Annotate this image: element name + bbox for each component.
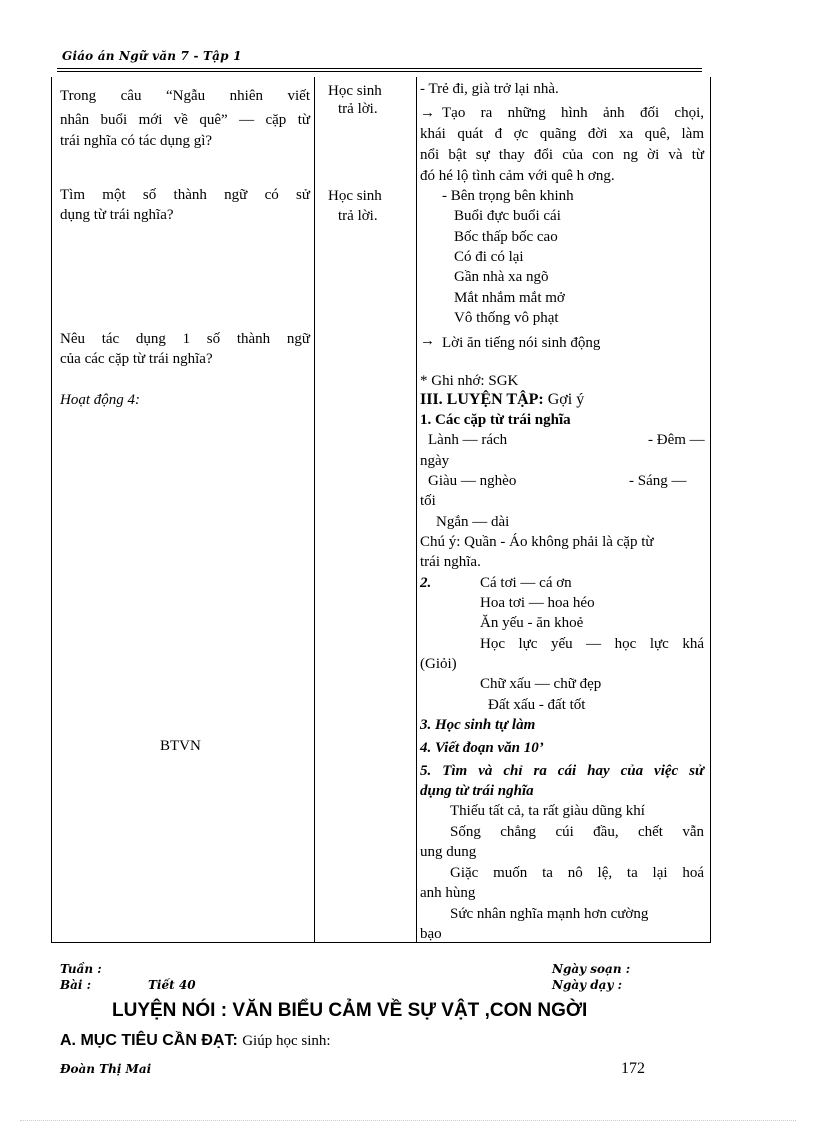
author-name: Đoàn Thị Mai xyxy=(60,1062,152,1076)
note-line: trái nghĩa. xyxy=(420,554,481,570)
question-line: Tìm một số thành ngữ có sử xyxy=(60,187,310,203)
note-line: Chú ý: Quần - Áo không phải là cặp từ xyxy=(420,534,654,550)
header-rule xyxy=(57,68,702,69)
prep-date-label: Ngày soạn : xyxy=(552,962,631,976)
lesson-title: LUYỆN NÓI : VĂN BIỂU CẢM VỀ SỰ VẬT ,CON NGỜI xyxy=(112,1000,588,1021)
question-line: nhân buổi mới về quê” — cặp từ xyxy=(60,112,310,128)
section-heading: 5. Tìm và chỉ ra cái hay của việc sử xyxy=(420,763,704,779)
question-line: dụng từ trái nghĩa? xyxy=(60,207,174,223)
question-line: Nêu tác dụng 1 số thành ngữ xyxy=(60,331,310,347)
column-divider xyxy=(314,77,315,942)
section-heading: 4. Viết đoạn văn 10’ xyxy=(420,740,544,756)
period-label: Tiết 40 xyxy=(148,978,196,992)
pair-item: - Đêm — xyxy=(648,432,705,448)
practice-heading xyxy=(420,390,584,410)
example-line: Thiếu tất cả, ta rất giàu dũng khí xyxy=(450,803,645,819)
idiom-item: Bốc thấp bốc cao xyxy=(454,229,558,245)
section-heading: 1. Các cặp từ trái nghĩa xyxy=(420,412,571,428)
example-line: Sức nhân nghĩa mạnh hơn cường xyxy=(450,906,649,922)
section-heading: 3. Học sinh tự làm xyxy=(420,717,536,733)
idiom-item: - Bên trọng bên khinh xyxy=(442,188,574,204)
page-number: 172 xyxy=(621,1060,645,1077)
pair-item: (Giỏi) xyxy=(420,656,457,672)
arrow-icon: → xyxy=(420,333,435,349)
section-heading: dụng từ trái nghĩa xyxy=(420,783,534,799)
example-line: Sống chẳng cúi đầu, chết vẫn xyxy=(450,824,704,840)
content-line: khái quát đ ợc quãng đời xa quê, làm xyxy=(420,126,704,142)
pair-item: tối xyxy=(420,493,436,509)
pair-item: Lành — rách xyxy=(428,432,508,448)
activity-label: Hoạt động 4: xyxy=(60,392,140,408)
example-line: anh hùng xyxy=(420,885,476,901)
page-header-title: Giáo án Ngữ văn 7 - Tập 1 xyxy=(62,49,242,63)
week-label: Tuần : xyxy=(60,962,102,976)
section-number: 2. xyxy=(420,575,432,591)
content-line: đó hé lộ tình cảm với quê h ơng. xyxy=(420,168,615,184)
pair-item: Học lực yếu — học lực khá xyxy=(480,636,704,652)
pair-item: Đất xấu - đất tốt xyxy=(488,697,586,713)
header-rule-double xyxy=(57,71,702,72)
student-activity: Học sinh xyxy=(328,188,382,204)
teach-date-label: Ngày dạy : xyxy=(552,978,623,992)
pair-item: Chữ xấu — chữ đẹp xyxy=(480,676,602,692)
content-line: Tạo ra những hình ảnh đối chọi, xyxy=(442,105,704,121)
example-line: ung dung xyxy=(420,844,477,860)
content-line: Lời ăn tiếng nói sinh động xyxy=(442,335,601,351)
homework-label: BTVN xyxy=(160,738,201,754)
question-line: Trong câu “Ngẫu nhiên viết xyxy=(60,88,310,104)
pair-item: Giàu — nghèo xyxy=(428,473,517,489)
content-line: nổi bật sự thay đổi của con ng ời và từ xyxy=(420,147,704,163)
question-line: của các cặp từ trái nghĩa? xyxy=(60,351,213,367)
example-line: Giặc muốn ta nô lệ, ta lại hoá xyxy=(450,865,704,881)
question-line: trái nghĩa có tác dụng gì? xyxy=(60,133,213,149)
pair-item: Hoa tơi — hoa héo xyxy=(480,595,595,611)
objective-line xyxy=(60,1032,331,1050)
practice-heading-hint: Gợi ý xyxy=(547,391,585,408)
idiom-item: Buổi đực buổi cái xyxy=(454,208,561,224)
idiom-item: Vô thống vô phạt xyxy=(454,310,559,326)
pair-item: - Sáng — xyxy=(629,473,687,489)
idiom-item: Có đi có lại xyxy=(454,249,524,265)
arrow-icon: → xyxy=(420,105,435,121)
practice-heading-label: III. LUYỆN TẬP: xyxy=(420,391,544,408)
idiom-item: Mắt nhắm mắt mở xyxy=(454,290,565,306)
pair-item: ngày xyxy=(420,453,450,469)
column-divider xyxy=(416,77,417,942)
pair-item: Cá tơi — cá ơn xyxy=(480,575,572,591)
objective-label: A. MỤC TIÊU CẦN ĐẠT: xyxy=(60,1032,238,1049)
lesson-table xyxy=(51,77,711,943)
lesson-label: Bài : xyxy=(60,978,92,992)
content-line: - Trẻ đi, già trở lại nhà. xyxy=(420,81,559,97)
example-line: bạo xyxy=(420,926,442,942)
idiom-item: Gần nhà xa ngõ xyxy=(454,269,549,285)
student-activity: Học sinh xyxy=(328,83,382,99)
pair-item: Ăn yếu - ăn khoẻ xyxy=(480,615,584,631)
student-activity: trả lời. xyxy=(338,208,378,224)
bottom-divider xyxy=(20,1120,796,1121)
pair-item: Ngắn — dài xyxy=(436,514,510,530)
memo-note: * Ghi nhớ: SGK xyxy=(420,373,519,389)
objective-text: Giúp học sinh: xyxy=(242,1033,331,1049)
student-activity: trả lời. xyxy=(338,101,378,117)
